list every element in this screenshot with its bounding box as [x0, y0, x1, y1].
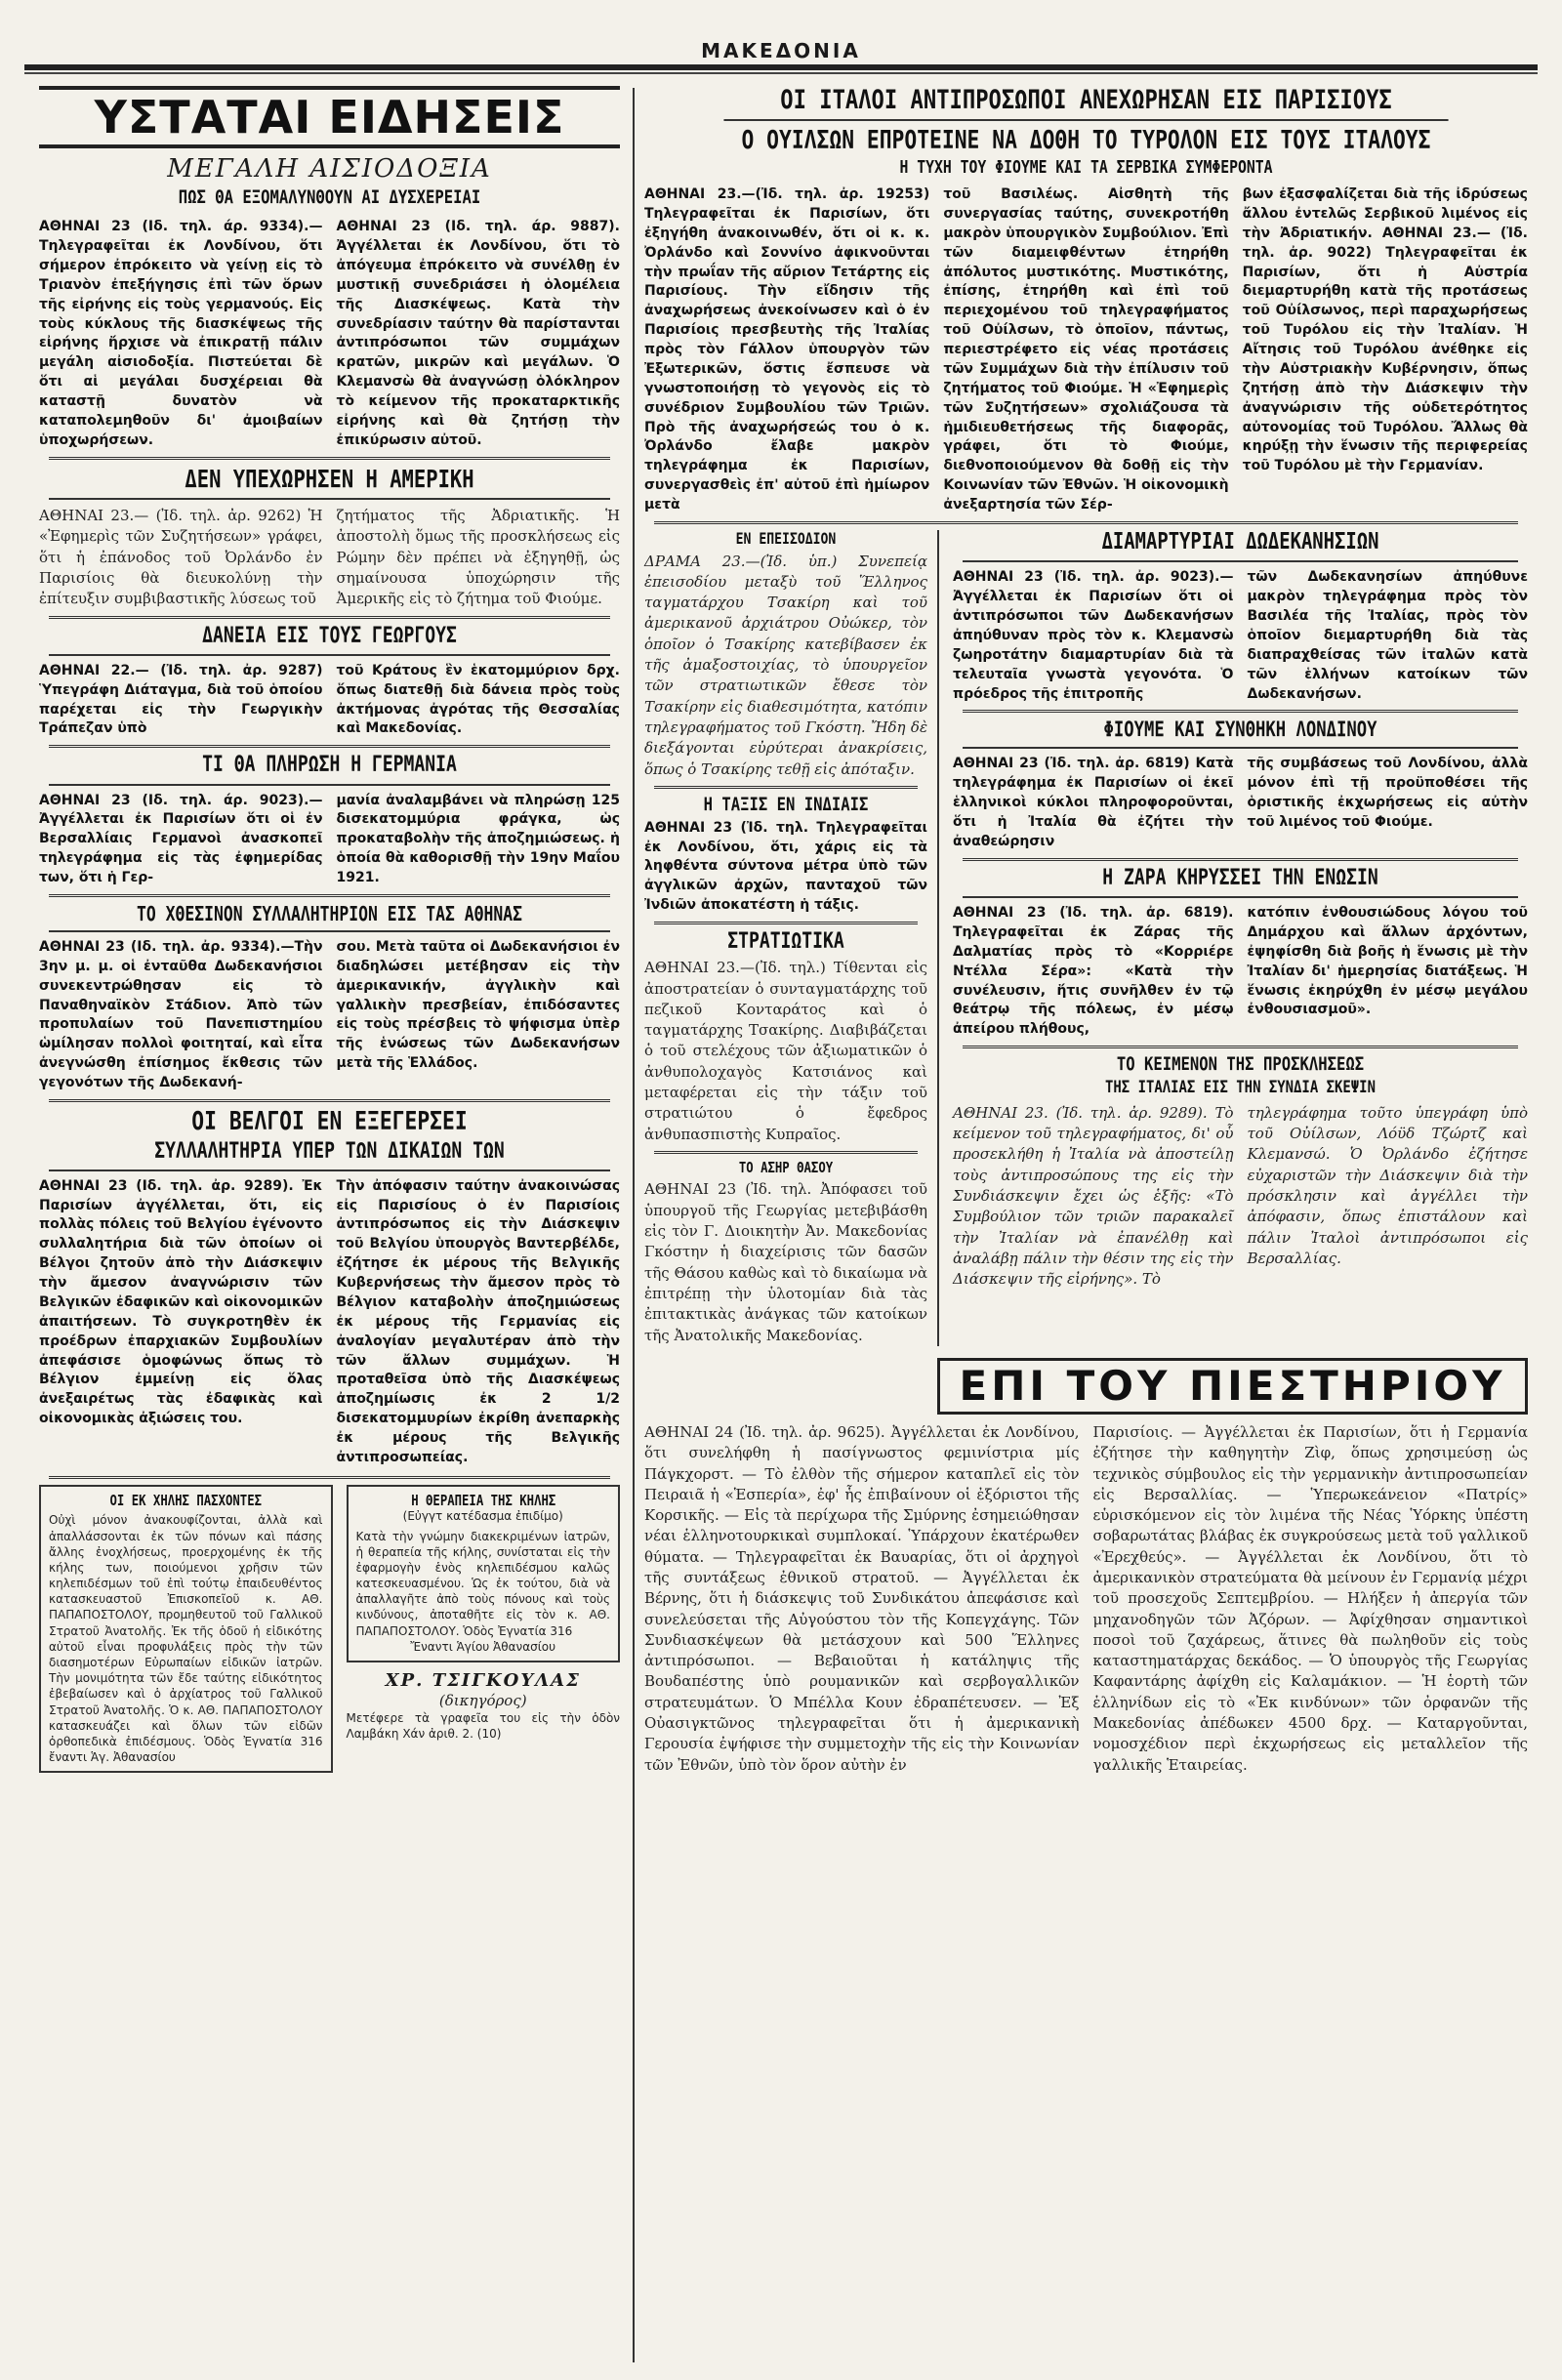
- story-paragraph: ΑΘΗΝΑΙ 23 (Ιδ. τηλ. άρ. 9023).—Ἀγγέλλεται ἐκ Παρισίων ὅτι οἱ ἐν Βερσαλλίαις Γερμανοὶ ἀνασκοπεῖ τηλεγράφημα εἰς τὰς ἐφημερίδας των, ὅτι ἡ Γερ-: [39, 792, 323, 886]
- ad-hernia-therapy: [347, 1485, 621, 1662]
- advertisements: [39, 1485, 620, 1774]
- rule: [49, 1099, 610, 1102]
- story-paragraph: ζητήματος τῆς Ἀδριατικῆς. Ἡ ἀποστολὴ ὅμως τῆς προσκλήσεως εἰς Ρώμην δὲν πρέπει νὰ ἐξηγηθῇ, ὡς σημαίνουσα ὑποχώρησιν τῆς Ἀμερικῆς εἰς τὸ ζήτημα τοῦ Φιούμε.: [336, 507, 620, 608]
- story-paragraph: τῆς συμβάσεως τοῦ Λονδίνου, ἀλλὰ μόνον ἐπὶ τῇ προϋποθέσει τῆς ὁριστικῆς ἐκχωρήσεως εἰς αὐτὴν τοῦ λιμένος τοῦ Φιούμε.: [1247, 756, 1528, 831]
- left-column: [39, 86, 620, 1773]
- newspaper-name: ΜΑΚΕΔΟΝΙΑ: [701, 39, 861, 62]
- ad-footer: Ἔναντι Ἁγίου Ἀθανασίου: [410, 1639, 556, 1654]
- headline-loans: ΔΑΝΕΙΑ ΕΙΣ ΤΟΥΣ ΓΕΩΡΓΟΥΣ: [202, 623, 457, 648]
- headline-zara: Η ΖΑΡΑ ΚΗΡΥΣΣΕΙ ΤΗΝ ΕΝΩΣΙΝ: [1102, 865, 1378, 890]
- right-column: [644, 86, 1528, 1776]
- headline-belgians: ΟΙ ΒΕΛΓΟΙ ΕΝ ΕΞΕΓΕΡΣΕΙ: [191, 1106, 468, 1136]
- story-paragraph: ΑΘΗΝΑΙ 23.—(Ἰδ. τηλ. ἀρ. 19253) Τηλεγραφεῖται ἐκ Παρισίων, ὅτι ἐξηγήθη ἀνακοινωθέν, ὅτι οἱ κ. κ. Ὀρλάνδο καὶ Σοννίνο ἀφικνοῦνται τὴν πρωΐαν τῆς αὔριον Τετάρτης εἰς Παρισίους. Τὴν εἴδησιν τῆς ἀναχωρήσεως ἀνεκοίνωσεν καὶ ὁ ἐν Παρισίοις πρεσβευτὴς τῆς Ἰταλίας πρὸς τὸν Γάλλον ὑπουργὸν τῶν Ἐξωτερικῶν, ὅστις ἔσπευσε νὰ γνωστοποιήσῃ τὸ γεγονὸς εἰς τὸ συνέδριον Συμβουλίου τῶν Τριῶν. Πρὸ τῆς ἀναχωρήσεώς του ὁ κ. Ὀρλάνδο ἔλαβε μακρὸν τηλεγράφημα ἐκ Παρισίων, συνεργασθεὶς ἐπ' αὐτοῦ ἐπὶ ἡμίωρον μετὰ: [644, 186, 930, 513]
- story-germany: [39, 792, 620, 888]
- rule: [654, 786, 918, 789]
- story-paragraph: τῶν Δωδεκανησίων ἀπηύθυνε μακρὸν τηλεγράφημα πρὸς τὸν Βασιλέα τῆς Ἰταλίας, πρὸς τὸν ὁποῖον διεμαρτυρήθη διὰ τὰς διαπραχθείσας τῶν ἰταλῶν κατὰ τῶν ἑλλήνων κατοίκων τῶν Δωδεκανήσων.: [1247, 569, 1528, 702]
- ad-hernia-sufferers: [39, 1485, 333, 1774]
- ad-title: ΧΡ. ΤΣΙΓΚΟΥΛΑΣ: [385, 1670, 581, 1692]
- right-subcolumn-1: [644, 530, 939, 1346]
- ad-title: ΟΙ ΕΚ ΧΗΛΗΣ ΠΑΣΧΟΝΤΕΣ: [109, 1491, 263, 1509]
- rule: [963, 896, 1518, 898]
- rule: [49, 784, 610, 786]
- rule: [49, 930, 610, 932]
- latest-news-subhead-2: ΠΩΣ ΘΑ ΕΞΟΜΑΛΥΝΘΟΥΝ ΑΙ ΔΥΣΧΕΡΕΙΑΙ: [178, 186, 481, 209]
- rule: [654, 521, 1518, 524]
- story-belgians: [39, 1177, 620, 1468]
- rule: [963, 858, 1518, 861]
- headline-germany: ΤΙ ΘΑ ΠΛΗΡΩΣΗ Η ΓΕΡΜΑΝΙΑ: [202, 753, 457, 778]
- story-peace-talks: [39, 218, 620, 451]
- story-paragraph: ΑΘΗΝΑΙ 23 (Ἰδ. τηλ. Τηλεγραφεῖται ἐκ Λονδίνου, ὅτι, χάρις εἰς τὰ ληφθέντα σύντονα μέτρα ὑπὸ τῶν ἀγγλικῶν ἀρχῶν, πανταχοῦ τῶν Ἰνδιῶν ἀποκατέστη ἡ τάξις.: [644, 819, 927, 914]
- story-paragraph: βων ἐξασφαλίζεται διὰ τῆς ἰδρύσεως ἄλλου ἐντελῶς Σερβικοῦ λιμένος εἰς τὴν Ἀδριατικήν. ΑΘΗΝΑΙ 23.— (Ἰδ. τηλ. ἀρ. 9022) Τηλεγραφεῖται ἐκ Παρισίων, ὅτι ἡ Αὐστρία διεμαρτυρήθη κατὰ τῆς προτάσεως τοῦ Οὐίλσωνος, περὶ παραχωρήσεως τοῦ Τυρόλου εἰς τὴν Ἰταλίαν. Ἡ Αἴτησις τοῦ Τυρόλου ἀνέθηκε εἰς τὴν Αὐστριακὴν Κυβέρνησιν, ὅπως ζητήσῃ ἀπὸ τὴν Διάσκεψιν τὴν ἀναγνώρισιν τῆς οὐδετερότητος αὐτονομίας τοῦ Τυρόλου. Ἄλλως θὰ κηρύξῃ τὴν ἕνωσιν τῆς περιφερείας τοῦ Τυρόλου μὲ τὴν Γερμανίαν.: [1242, 186, 1528, 474]
- rule: [49, 1169, 610, 1171]
- story-paragraph: τοῦ Βασιλέως. Αἰσθητὴ τῆς συνεργασίας ταύτης, συνεκροτήθη μακρὸν ὑπουργικὸν Συμβούλιον. Ἐπὶ τῶν διαμειφθέντων ἐτηρήθη ἀπόλυτος μυστικότης. Μυστικότης, ἐπίσης, ἐτηρήθη καὶ ἐπὶ τοῦ περιεχομένου τοῦ τηλεγραφήματος τοῦ Οὐίλσων, τὸ ὁποῖον, πάντως, περιεστρέφετο εἰς νέας προτάσεις τῶν Συμμάχων διὰ τὴν ἐπίλυσιν τοῦ ζητήματος τοῦ Φιούμε. Ἡ «Ἐφημερὶς τῶν Συζητήσεων» σχολιάζουσα τὰ ἡμιδιευθετήσεως τῆς διαφορᾶς, γράφει, ὅτι τὸ Φιούμε, διεθνοποιούμενον θὰ δοθῇ εἰς τὴν Κοινωνίαν τῶν Ἐθνῶν. Ἡ οἰκονομικὴ ἀνεξαρτησία τῶν Σέρ-: [943, 186, 1229, 513]
- rule: [654, 922, 918, 924]
- latest-news-subhead: ΜΕΓΑΛΗ ΑΙΣΙΟΔΟΞΙΑ: [167, 154, 492, 185]
- story-fiume-london: [953, 755, 1528, 851]
- headline-america: ΔΕΝ ΥΠΕΧΩΡΗΣΕΝ Η ΑΜΕΡΙΚΗ: [185, 464, 474, 493]
- headline-from-the-press: ΕΠΙ ΤΟΥ ΠΙΕΣΤΗΡΙΟΥ: [959, 1361, 1506, 1410]
- story-paragraph: μανία ἀναλαμβάνει νὰ πληρώσῃ 125 δισεκατομμύρια φράγκα, ὡς προκαταβολὴν τῆς ἀποζημιώσεως. ἡ ὁποία θὰ καθορισθῇ τὴν 19ην Μαΐου 1921.: [336, 792, 620, 886]
- subhead-belgians: ΣΥΛΛΑΛΗΤΗΡΙΑ ΥΠΕΡ ΤΩΝ ΔΙΚΑΙΩΝ ΤΩΝ: [154, 1138, 505, 1164]
- masthead-rule: [24, 64, 1538, 70]
- story-dodecanese: [953, 568, 1528, 704]
- masthead: [0, 0, 1562, 68]
- story-paragraph: τοῦ Κράτους ἓν ἑκατομμύριον δρχ. ὅπως διατεθῇ διὰ δάνεια πρὸς τοὺς ἀκτήμονας ἀγρότας τῆς Θεσσαλίας καὶ Μακεδονίας.: [336, 662, 620, 737]
- story-press: [644, 1422, 1528, 1776]
- ad-subtitle: (δικηγόρος): [438, 1692, 527, 1710]
- masthead-rule-thin: [24, 72, 1538, 74]
- story-paragraph: ΑΘΗΝΑΙ 23.— (Ἰδ. τηλ. ἀρ. 9262) Ἡ «Ἐφημερὶς τῶν Συζητήσεων» γράφει, ὅτι ἡ ἐπάνοδος τοῦ Ὀρλάνδο ἐν Παρισίοις θὰ διευκολύνῃ τὴν ἐπίτευξιν συμβιβαστικῆς λύσεως τοῦ: [39, 507, 323, 608]
- headline-incident: ΕΝ ΕΠΕΙΣΟΔΙΟΝ: [735, 528, 837, 548]
- rule: [49, 457, 610, 460]
- story-paragraph: ΑΘΗΝΑΙ 23 (Ιδ. τηλ. άρ. 9887). Ἀγγέλλεται ἐκ Λονδίνου, ὅτι τὸ ἀπόγευμα ἐπρόκειτο νὰ συνέλθῃ ἐν μυστικῇ συνεδριάσει ἡ ὁλομέλεια τῆς Διασκέψεως. Κατὰ τὴν συνεδρίασιν ταύτην θὰ παρίστανται ἀντιπρόσωποι τῶν συμμάχων κρατῶν, μικρῶν καὶ μεγάλων. Ὁ Κλεμανσὼ θὰ ἀναγνώσῃ ὁλόκληρον τὸ κείμενον τῆς προκαταρκτικῆς εἰρήνης καὶ θὰ ζητήσῃ τὴν ἐπικύρωσιν αὐτοῦ.: [336, 219, 620, 448]
- story-paragraph: Τὴν ἀπόφασιν ταύτην ἀνακοινώσας εἰς Παρισίους ὁ ἐν Παρισίοις ἀντιπρόσωπος εἰς τὴν Διάσκεψιν τοῦ Βελγίου ὑπουργὸς Βαντερβέλδε, ἐζήτησε ἐκ μέρους τῆς Βελγικῆς Κυβερνήσεως τὴν ἄμεσον πρὸς τὸ Βέλγιον καταβολὴν ἀποζημιώσεως ἐκ μέρους τῆς Γερμανίας εἰς ἀναλογίαν μεγαλυτέραν ἀπὸ τὴν τῶν ἄλλων συμμάχων. Ἡ προταθεῖσα ὑπὸ τῆς Διασκέψεως ἀποζημίωσις ἐκ 2 1/2 δισεκατομμυρίων ἐκρίθη ἀνεπαρκὴς ἐκ μέρους τῆς Βελγικῆς ἀντιπροσωπείας.: [336, 1177, 620, 1465]
- story-paragraph: ΑΘΗΝΑΙ 24 (Ἰδ. τηλ. ἀρ. 9625). Ἀγγέλλεται ἐκ Λονδίνου, ὅτι συνελήφθη ἡ πασίγνωστος φεμινίστρια μίς Πάγκχορστ. — Τὸ ἐλθὸν τῆς σήμερον καταπλεῖ εἰς τὸν Πειραιᾶ ἡ «Ἑσπερία», ἐφ' ἧς ἐπιβαίνουν οἱ ἐξόριστοι τῆς Κορσικῆς. — Εἰς τὰ περίχωρα τῆς Σμύρνης ἐσημειώθησαν νέαι ἑλληνοτουρκικαὶ συμπλοκαί. Ὑπάρχουν ἑκατέρωθεν θύματα. — Τηλεγραφεῖται ἐκ Βαυαρίας, ὅτι οἱ ἀρχηγοὶ τῆς συντάξεως ἐθνικοῦ στρατοῦ. — Ἀγγέλλεται ἐκ Βέρνης, ὅτι ἡ διάσκεψις τοῦ Συνδικάτου ἀπεφάσισε καὶ συνελεύσεται τῆς Αὐγούστου τὸν τῆς Κοπεγχάγης. Τῶν Συνδιασκέψεων θὰ μετάσχουν καὶ 500 Ἕλληνες ἀντιπρόσωποι. — Βεβαιοῦται ἡ κατάληψις τῆς Βουδαπέστης ὑπὸ ρουμανικῶν καὶ σερβογαλλικῶν στρατευμάτων. Ὁ Μπέλλα Κουν ἐδραπέτευσεν. — Ἐξ Οὐασιγκτῶνος τηλεγραφεῖται ὅτι ἡ ἀμερικανικὴ Γερουσία ἐψήφισε τὴν συμμετοχὴν τῆς εἰς τὴν Κοινωνίαν τῶν Ἐθνῶν, ὑπὸ τὸν ὅρον αὐτὴν ἐν: [644, 1422, 1080, 1774]
- story-paragraph: ΑΘΗΝΑΙ 23 (Ιδ. τηλ. άρ. 9334).—Τηλεγραφεῖται ἐκ Λονδίνου, ὅτι σήμερον ἐπρόκειτο νὰ γείνῃ εἰς τὸ Τριανὸν ἐπεξήγησις ἐπὶ τῶν ὅρων τῆς εἰρήνης εἰς τοὺς γερμανούς. Εἰς τοὺς κύκλους τῆς διασκέψεως τῆς εἰρήνης ἤρχισε νὰ ἐπικρατῇ πάλιν μεγάλη αἰσιοδοξία. Πιστεύεται δὲ ὅτι αἱ μεγάλαι δυσχέρειαι θὰ καταστῇ δυνατὸν νὰ καταπολεμηθοῦν δι' ἀμοιβαίων ὑποχωρήσεων.: [39, 219, 323, 448]
- rule: [963, 560, 1518, 562]
- ad-title: Η ΘΕΡΑΠΕΙΑ ΤΗΣ ΚΗΛΗΣ: [410, 1491, 555, 1509]
- latest-news-banner: ΥΣΤΑΤΑΙ ΕΙΔΗΣΕΙΣ: [39, 86, 620, 148]
- story-paragraph: ΑΘΗΝΑΙ 23 (Ἰδ. τηλ. ἀρ. 6819) Κατὰ τηλεγράφημα ἐκ Παρισίων οἱ ἐκεῖ ἑλληνικοὶ κύκλοι πληροφοροῦνται, ὅτι ἡ Ἰταλία θὰ ἐζήτει τὴν ἀναθεώρησιν: [953, 756, 1234, 849]
- rule: [963, 747, 1518, 749]
- story-paragraph: ΑΘΗΝΑΙ 23 (Ἰδ. τηλ. ἀρ. 9023).— Ἀγγέλλεται ἐκ Παρισίων ὅτι οἱ ἀντιπρόσωποι τῶν Δωδεκανήσων ἀπηύθυναν πρὸς τὸν κ. Κλεμανσὼ ζωηροτάτην διαμαρτυρίαν διὰ τὰ τελευταῖα γνωστὰ γεγονότα. Ὁ πρόεδρος τῆς ἐπιτροπῆς: [953, 569, 1234, 702]
- story-america: [39, 506, 620, 609]
- story-paragraph: ΑΘΗΝΑΙ 23 (Ἰδ. τηλ. Ἀπόφασει τοῦ ὑπουργοῦ τῆς Γεωργίας μετεβιβάσθη εἰς τὸν Γ. Διοικητὴν Ἀν. Μακεδονίας Γκόστην ἡ διαχείρισις τῶν δασῶν τῆς Θάσου καθὼς καὶ τὸ δικαίωμα νὰ ἐπιτρέπῃ τὴν ὑλοτομίαν διὰ τὰς ἐπιτακτικὰς ἀνάγκας τῶν κατοίκων τῆς Ἀνατολικῆς Μακεδονίας.: [644, 1180, 927, 1344]
- rule: [654, 1151, 918, 1154]
- story-paragraph: σου. Μετὰ ταῦτα οἱ Δωδεκανήσιοι ἐν διαδηλώσει μετέβησαν εἰς τὴν ἀμερικανικήν, ἀγγλικὴν καὶ γαλλικὴν πρεσβείαν, ἐπιδόσαντες εἰς τοὺς πρέσβεις τὸ ψήφισμα ὑπὲρ τῆς ἑνώσεως τῶν Δωδεκανήσων μετὰ τῆς Ἑλλάδος.: [336, 938, 620, 1072]
- ad-text: Οὐχὶ μόνον ἀνακουφίζονται, ἀλλὰ καὶ ἀπαλλάσσονται ἐκ τῶν πόνων καὶ πάσης ἄλλης ἐνοχλήσεως, προερχομένης ἐκ τῆς κήλης των, ποιούμενοι χρῆσιν τῶν κηλεπιδέσμων τοῦ ἐπὶ τούτῳ ἐπαιδευθέντος κατασκευαστοῦ Ἐπισκοπεῖοῦ κ. ΑΘ. ΠΑΠΑΠΟΣΤΟΛΟΥ, προμηθευτοῦ τοῦ Γαλλικοῦ Στρατοῦ Ἀνατολῆς. Ἐκ τῆς ὁδοῦ ἡ εἰδικότης αὐτοῦ εἶναι προφυλάξεις πρὸς τὴν τῶν διασημοτέρων Εὐρωπαίων εἰδικῶν ἰατρῶν. Τὴν μονιμότητα τῶν ἔδε ταύτης εἰδικότητος ἐβεβαίωσεν καὶ ὁ ἀρχίατρος τοῦ Γαλλικοῦ Στρατοῦ Ἀνατολῆς. Ὁ κ. ΑΘ. ΠΑΠΑΠΟΣΤΟΛΟΥ κατασκευάζει καὶ ὅλων τῶν εἰδῶν ὀρθοπεδικὰ ἐπιδέσμους. Ὁδὸς Ἐγνατία 316 ἔναντι Ἁγ. Ἀθανασίου: [49, 1513, 323, 1765]
- headline-invitation: ΤΟ ΚΕΙΜΕΝΟΝ ΤΗΣ ΠΡΟΣΚΛΗΣΕΩΣ: [1116, 1053, 1365, 1076]
- story-paragraph: Παρισίοις. — Ἀγγέλλεται ἐκ Παρισίων, ὅτι ἡ Γερμανία ἐζήτησε τὴν καθηγητὴν Ζὶφ, ὅπως χρησιμεύσῃ ὡς τεχνικὸς σύμβουλος εἰς τὴν γερμανικὴν ἀντιπροσωπείαν εἰς Βερσαλλίας. — Ὑπερωκεάνειον «Πατρίς» εὑρισκόμενον εἰς τὸν λιμένα τῆς Νέας Ὑόρκης ὑπέστη σοβαρωτάτας βλάβας ἐκ συγκρούσεως μετὰ τοῦ γαλλικοῦ «Ἐρεχθεύς». — Ἀγγέλλεται ἐκ Λονδίνου, ὅτι τὸ ἀμερικανικὸν στρατεύματα θὰ μείνουν ἐν Γερμανίᾳ μέχρι τοῦ προσεχοῦς Σεπτεμβρίου. — Ηλήξεν ἡ ἀπεργία τῶν μηχανοδηγῶν τῶν Ἀζόρων. — Ἀφίχθησαν σημαντικοὶ ποσοὶ τοῦ ζαχάρεως, ἅτινες θὰ πωληθοῦν εἰς τοὺς καταστηματάρχας δεκάδος. — Ὁ ὑπουργὸς τῆς Γεωργίας Καφαντάρης ἀφίχθη εἰς Καλαμάκιον. — Ἡ ἑορτὴ τῶν ἑλληνίδων εἰς τὸ «Ἐκ κινδύνων» τῶν ὀρφανῶν τῆς Μακεδονίας ἀπέδωκεν 4500 δρχ. — Καταργοῦνται, νομοσχέδιον περὶ ἐκχωρήσεως εἰς μεταλλεῖον τῆς γαλλικῆς Ἑταιρείας.: [1092, 1422, 1528, 1774]
- rule: [49, 894, 610, 897]
- story-loans: [39, 662, 620, 740]
- right-middle: [644, 530, 1528, 1346]
- story-rally-athens: [39, 938, 620, 1093]
- rule: [963, 1046, 1518, 1048]
- rule: [49, 654, 610, 656]
- headline-thasos: ΤΟ ΑΣΗΡ ΘΑΣΟΥ: [738, 1158, 834, 1176]
- ad-text: Κατὰ τὴν γνώμην διακεκριμένων ἰατρῶν, ἡ θεραπεία τῆς κήλης, συνίσταται εἰς τὴν ἐφαρμογὴν ἑνὸς κηλεπιδέσμου καλῶς κατεσκευασμένου. Ὡς ἐκ τούτου, διὰ νὰ ἀπαλλαγῆτε ἀπὸ τοὺς πόνους καὶ τοὺς κινδύνους, ἀποταθῆτε εἰς τὸν κ. ΑΘ. ΠΑΠΑΠΟΣΤΟΛΟΥ. Ὁδὸς Ἐγνατία 316: [355, 1529, 610, 1638]
- story-paragraph: ΑΘΗΝΑΙ 22.— (Ἰδ. τηλ. ἀρ. 9287) Ὑπεγράφη Διάταγμα, διὰ τοῦ ὁποίου παρέχεται εἰς τὴν Γεωργικὴν Τράπεζαν ὑπὸ: [39, 662, 323, 737]
- story-paragraph: ΑΘΗΝΑΙ 23 (Ἰδ. τηλ. ἀρ. 6819). Τηλεγραφεῖται ἐκ Ζάρας τῆς Δαλματίας πρὸς τὸ «Κορριέρε Ντέλλα Σέρα»: «Κατὰ τὴν συνέλευσιν, ἥτις συνῆλθεν ἐν τῷ θεάτρῳ τῆς πόλεως, ἐν μέσῳ ἀπείρου πλήθους,: [953, 905, 1234, 1038]
- story-paragraph: κατόπιν ἐνθουσιώδους λόγου τοῦ Δημάρχου καὶ ἄλλων ἀρχόντων, ἐψηφίσθη διὰ βοῆς ἡ ἕνωσις μὲ τὴν Ἰταλίαν δι' ἡμερησίας διατάξεως. Ἡ ἕνωσις ἐκηρύχθη ἐν μέσῳ μεγάλου ἐνθουσιασμοῦ».: [1247, 905, 1528, 1018]
- story-paragraph: ΑΘΗΝΑΙ 23.—(Ἰδ. τηλ.) Τίθενται εἰς ἀποστρατείαν ὁ συνταγματάρχης τοῦ πεζικοῦ Κονταράτος καὶ ὁ ταγματάρχης Τσακίρης. Διαβιβάζεται ὁ τοῦ στελέχους τῶν ἀξιωματικῶν ὁ ἀνθυπολοχαγὸς Κατσιάνος καὶ μεταφέρεται εἰς τὴν τάξιν τοῦ στρατιώτου ὁ ἔφεδρος ἀνθυπασπιστὴς Κυπραῖος.: [644, 959, 927, 1143]
- ad-column-right: [347, 1485, 621, 1774]
- headline-fiume-london: ΦΙΟΥΜΕ ΚΑΙ ΣΥΝΘΗΚΗ ΛΟΝΔΙΝΟΥ: [1103, 718, 1377, 742]
- story-paragraph: ΑΘΗΝΑΙ 23. (Ἰδ. τηλ. ἀρ. 9289). Τὸ κείμενον τοῦ τηλεγραφήματος, δι' οὗ προσεκλήθη ἡ Ἰταλία νὰ ἀποστείλῃ τοὺς ἀντιπροσώπους της εἰς τὴν Συνδιάσκεψιν ἔχει ὡς ἑξῆς: «Τὸ Συμβούλιον τῶν τριῶν παρακαλεῖ τὴν Ἰταλίαν νὰ ἐπανέλθῃ καὶ ἀναλάβῃ πάλιν τὴν θέσιν της εἰς τὴν Διάσκεψιν τῆς εἰρήνης». Τὸ: [953, 1103, 1234, 1289]
- subhead-tyrol: Ο ΟΥΙΛΣΩΝ ΕΠΡΟΤΕΙΝΕ ΝΑ ΔΟΘΗ ΤΟ ΤΥΡΟΛΟΝ ΕΙΣ ΤΟΥΣ ΙΤΑΛΟΥΣ: [741, 125, 1431, 155]
- story-paragraph: τηλεγράφημα τοῦτο ὑπεγράφη ὑπὸ τοῦ Οὐίλσων, Λόϋδ Τζώρτζ καὶ Κλεμανσώ. Ὁ Ὀρλάνδο ἐζήτησε εὐχαριστῶν τὴν Διάσκεψιν διὰ τὴν πρόσκλησιν καὶ ἀγγέλλει τὴν ἀπόφασιν, ὅπως ἐπιστάλουν καὶ πάλιν Ἰταλοὶ ἀντιπρόσωποι εἰς Βερσαλλίας.: [1247, 1103, 1528, 1267]
- story-italians: [644, 185, 1528, 515]
- headline-italians-depart: ΟΙ ΙΤΑΛΟΙ ΑΝΤΙΠΡΟΣΩΠΟΙ ΑΝΕΧΩΡΗΣΑΝ ΕΙΣ ΠΑΡΙΣΙΟΥΣ: [723, 86, 1448, 121]
- subhead-invitation: ΤΗΣ ΙΤΑΛΙΑΣ ΕΙΣ ΤΗΝ ΣΥΝΔΙΑ ΣΚΕΨΙΝ: [1105, 1078, 1376, 1098]
- subhead-fiume: Η ΤΥΧΗ ΤΟΥ ΦΙΟΥΜΕ ΚΑΙ ΤΑ ΣΕΡΒΙΚΑ ΣΥΜΦΕΡΟΝΤΑ: [899, 157, 1273, 179]
- rule: [49, 498, 610, 500]
- story-paragraph: ΑΘΗΝΑΙ 23 (Ιδ. τηλ. ἀρ. 9334).—Τὴν 3ην μ. μ. οἱ ἐνταῦθα Δωδεκανήσιοι συνεκεντρώθησαν εἰς τὸ Παναθηναϊκὸν Στάδιον. Ἀπὸ τῶν προπυλαίων τοῦ Πανεπιστημίου ὡμίλησαν πολλοὶ φοιτηταί, καὶ εἶτα ἀνεγνώσθη ἐπίσημος ἔκθεσις τῶν γεγονότων τῆς Δωδεκανή-: [39, 938, 323, 1091]
- press-banner-box: [937, 1358, 1528, 1415]
- column-divider: [633, 88, 635, 2362]
- ad-text: Μετέφερε τὰ γραφεῖα του εἰς τὴν ὁδὸν Λαμβάκη Χάν ἀριθ. 2. (10): [346, 1711, 620, 1742]
- headline-rally-athens: ΤΟ ΧΘΕΣΙΝΟΝ ΣΥΛΛΑΛΗΤΗΡΙΟΝ ΕΙΣ ΤΑΣ ΑΘΗΝΑΣ: [137, 901, 522, 925]
- rule: [49, 616, 610, 619]
- rule: [49, 1476, 610, 1479]
- rule: [963, 710, 1518, 713]
- headline-military: ΣΤΡΑΤΙΩΤΙΚΑ: [727, 929, 844, 955]
- story-invitation: [953, 1103, 1528, 1291]
- ad-lawyer: [347, 1670, 621, 1743]
- story-paragraph: ΑΘΗΝΑΙ 23 (Ιδ. τηλ. ἀρ. 9289). Ἐκ Παρισίων ἀγγέλλεται, ὅτι, εἰς πολλὰς πόλεις τοῦ Βελγίου ἐγένοντο συλλαλητήρια διὰ τῶν ὁποίων οἱ Βέλγοι ζητοῦν ἀπὸ τὴν Διάσκεψιν τὴν ἄμεσον ἀναγνώρισιν τῶν Βελγικῶν ἐδαφικῶν καὶ οἰκονομικῶν ἀπαιτήσεων. Τὸ συγκροτηθὲν ἐκ προέδρων ἐπαρχιακῶν Συμβουλίων ἀπεφάσισε ὁμοφώνως ὅπως τὸ Βέλγιον ἐμμείνῃ εἰς ὅλας ἀνεξαιρέτως τὰς ἐδαφικὰς καὶ οἰκονομικὰς ἀξιώσεις του.: [39, 1177, 323, 1427]
- ad-subtitle: (Εὐγγτ κατέδασμα ἐπιδίμο): [402, 1509, 563, 1524]
- headline-dodecanese: ΔΙΑΜΑΡΤΥΡΙΑΙ ΔΩΔΕΚΑΝΗΣΙΩΝ: [1101, 528, 1379, 554]
- story-zara: [953, 904, 1528, 1040]
- rule: [49, 745, 610, 748]
- headline-india: Η ΤΑΞΙΣ ΕΝ ΙΝΔΙΑΙΣ: [703, 793, 869, 815]
- right-subcolumn-2: [953, 530, 1528, 1346]
- story-paragraph: ΔΡΑΜΑ 23.—(Ἰδ. ὑπ.) Συνεπείᾳ ἐπεισοδίου μεταξὺ τοῦ Ἕλληνος ταγματάρχου Τσακίρη καὶ τοῦ ἀμερικανοῦ ἀρχιάτρου Οὐώκερ, τὸν ὁποῖον ὁ Τσακίρης κατεβίβασεν ἐκ τῆς ἀμαξοστοιχίας, τὸ ὑπουργεῖον τῶν στρατιωτικῶν ἔθεσε τὸν Τσακίρην εἰς διαθεσιμότητα, κατόπιν τηλεγραφήματος τοῦ Γκόστη. Ἤδη δὲ διεξάγονται εὐρύτεραι ἀνακρίσεις, ὅπως ὁ Τσακίρης τεθῇ εἰς ἀπόταξιν.: [644, 552, 927, 778]
